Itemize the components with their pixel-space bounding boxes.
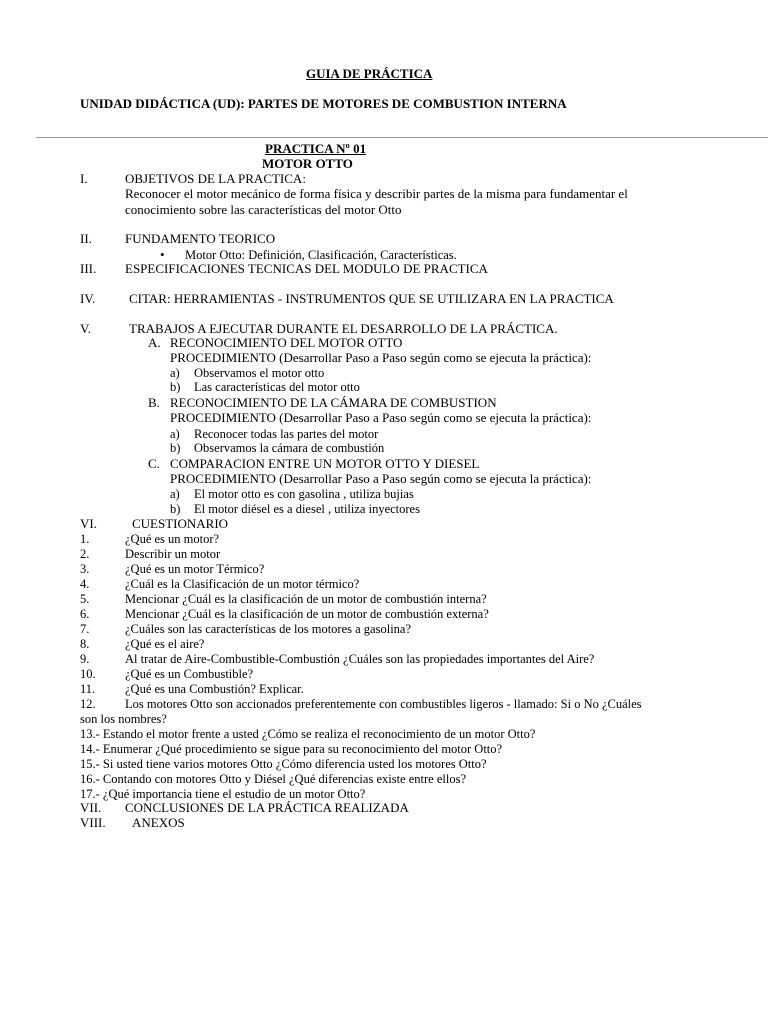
bullet-icon: • bbox=[160, 247, 165, 262]
document-title: GUIA DE PRÁCTICA bbox=[306, 66, 433, 81]
section-title: ESPECIFICACIONES TECNICAS DEL MODULO DE PRACTICA bbox=[125, 261, 488, 276]
list-item: El motor diésel es a diesel , utiliza inyectores bbox=[194, 502, 420, 516]
bullet-text: Motor Otto: Definición, Clasificación, Características. bbox=[185, 248, 457, 262]
section-title: OBJETIVOS DE LA PRACTICA: bbox=[125, 171, 306, 186]
question-text: ¿Cuál es la Clasificación de un motor térmico? bbox=[125, 577, 360, 591]
question-text: ¿Qué es un motor Térmico? bbox=[125, 562, 265, 576]
practice-name: MOTOR OTTO bbox=[262, 156, 353, 171]
question-text: Al tratar de Aire-Combustible-Combustión ¿Cuáles son las propiedades importantes del Aire? bbox=[125, 652, 595, 666]
question-text: ¿Qué es el aire? bbox=[125, 637, 205, 651]
section-title: CONCLUSIONES DE LA PRÁCTICA REALIZADA bbox=[125, 800, 409, 815]
list-item: Observamos el motor otto bbox=[194, 366, 325, 380]
section-number: VII. bbox=[80, 800, 102, 815]
list-marker: b) bbox=[170, 441, 181, 455]
question-text: 14.- Enumerar ¿Qué procedimiento se sigue para su reconocimiento del motor Otto? bbox=[80, 742, 503, 756]
section-number: VI. bbox=[80, 516, 97, 531]
question-number: 8. bbox=[80, 637, 90, 651]
section-number: I. bbox=[80, 171, 88, 186]
list-item: El motor otto es con gasolina , utiliza bujias bbox=[194, 487, 414, 501]
unit-heading: UNIDAD DIDÁCTICA (UD): PARTES DE MOTORES DE COMBUSTION INTERNA bbox=[80, 96, 567, 111]
practice-number: PRACTICA Nº 01 bbox=[265, 141, 367, 156]
procedure-label: PROCEDIMIENTO (Desarrollar Paso a Paso según como se ejecuta la práctica): bbox=[170, 471, 592, 486]
objective-text: conocimiento sobre las características del motor Otto bbox=[125, 202, 402, 217]
question-text: Mencionar ¿Cuál es la clasificación de un motor de combustión externa? bbox=[125, 607, 489, 621]
subsection-letter: C. bbox=[148, 456, 160, 471]
list-item: Observamos la cámara de combustión bbox=[194, 441, 385, 455]
list-marker: b) bbox=[170, 502, 181, 516]
subsection-title: RECONOCIMIENTO DEL MOTOR OTTO bbox=[170, 335, 403, 350]
section-title: FUNDAMENTO TEORICO bbox=[125, 231, 276, 246]
question-text: Mencionar ¿Cuál es la clasificación de un motor de combustión interna? bbox=[125, 592, 487, 606]
section-title: TRABAJOS A EJECUTAR DURANTE EL DESARROLLO DE LA PRÁCTICA. bbox=[129, 321, 558, 336]
subsection-letter: B. bbox=[148, 395, 160, 410]
list-item: Reconocer todas las partes del motor bbox=[194, 427, 379, 441]
question-text: 15.- Si usted tiene varios motores Otto ¿Cómo diferencia usted los motores Otto? bbox=[80, 757, 487, 771]
question-number: 5. bbox=[80, 592, 90, 606]
question-number: 6. bbox=[80, 607, 90, 621]
question-number: 9. bbox=[80, 652, 90, 666]
section-title: ANEXOS bbox=[132, 815, 185, 830]
subsection-letter: A. bbox=[148, 335, 161, 350]
question-text: ¿Qué es un Combustible? bbox=[125, 667, 254, 681]
section-number: V. bbox=[80, 321, 91, 336]
question-text: Describir un motor bbox=[125, 547, 221, 561]
question-text: Los motores Otto son accionados preferentemente con combustibles ligeros - llamado: Si o No ¿Cuáles bbox=[125, 697, 642, 711]
question-number: 3. bbox=[80, 562, 90, 576]
procedure-label: PROCEDIMIENTO (Desarrollar Paso a Paso según como se ejecuta la práctica): bbox=[170, 410, 592, 425]
question-text: 16.- Contando con motores Otto y Diésel ¿Qué diferencias existe entre ellos? bbox=[80, 772, 466, 786]
list-marker: a) bbox=[170, 366, 180, 380]
question-text: ¿Qué es un motor? bbox=[125, 532, 220, 546]
section-number: IV. bbox=[80, 291, 96, 306]
section-number: II. bbox=[80, 231, 92, 246]
subsection-title: COMPARACION ENTRE UN MOTOR OTTO Y DIESEL bbox=[170, 456, 480, 471]
question-number: 1. bbox=[80, 532, 90, 546]
question-text: 13.- Estando el motor frente a usted ¿Cómo se realiza el reconocimiento de un motor Otto? bbox=[80, 727, 536, 741]
section-title: CITAR: HERRAMIENTAS - INSTRUMENTOS QUE SE UTILIZARA EN LA PRACTICA bbox=[129, 291, 614, 306]
procedure-label: PROCEDIMIENTO (Desarrollar Paso a Paso según como se ejecuta la práctica): bbox=[170, 350, 592, 365]
question-text: ¿Cuáles son las características de los motores a gasolina? bbox=[125, 622, 412, 636]
question-number: 11. bbox=[80, 682, 96, 696]
question-number: 10. bbox=[80, 667, 96, 681]
question-number: 4. bbox=[80, 577, 90, 591]
question-text: 17.- ¿Qué importancia tiene el estudio de un motor Otto? bbox=[80, 787, 366, 801]
section-number: III. bbox=[80, 261, 97, 276]
question-continuation: son los nombres? bbox=[80, 712, 167, 726]
question-number: 2. bbox=[80, 547, 90, 561]
objective-text: Reconocer el motor mecánico de forma física y describir partes de la misma para fundamentar el bbox=[125, 186, 628, 201]
section-number: VIII. bbox=[80, 815, 106, 830]
list-item: Las características del motor otto bbox=[194, 380, 360, 394]
list-marker: a) bbox=[170, 487, 180, 501]
question-text: ¿Qué es una Combustión? Explicar. bbox=[125, 682, 304, 696]
list-marker: b) bbox=[170, 380, 181, 394]
subsection-title: RECONOCIMIENTO DE LA CÁMARA DE COMBUSTION bbox=[170, 395, 497, 410]
horizontal-divider bbox=[36, 137, 768, 138]
list-marker: a) bbox=[170, 427, 180, 441]
question-number: 7. bbox=[80, 622, 90, 636]
question-number: 12. bbox=[80, 697, 96, 711]
section-title: CUESTIONARIO bbox=[132, 516, 229, 531]
